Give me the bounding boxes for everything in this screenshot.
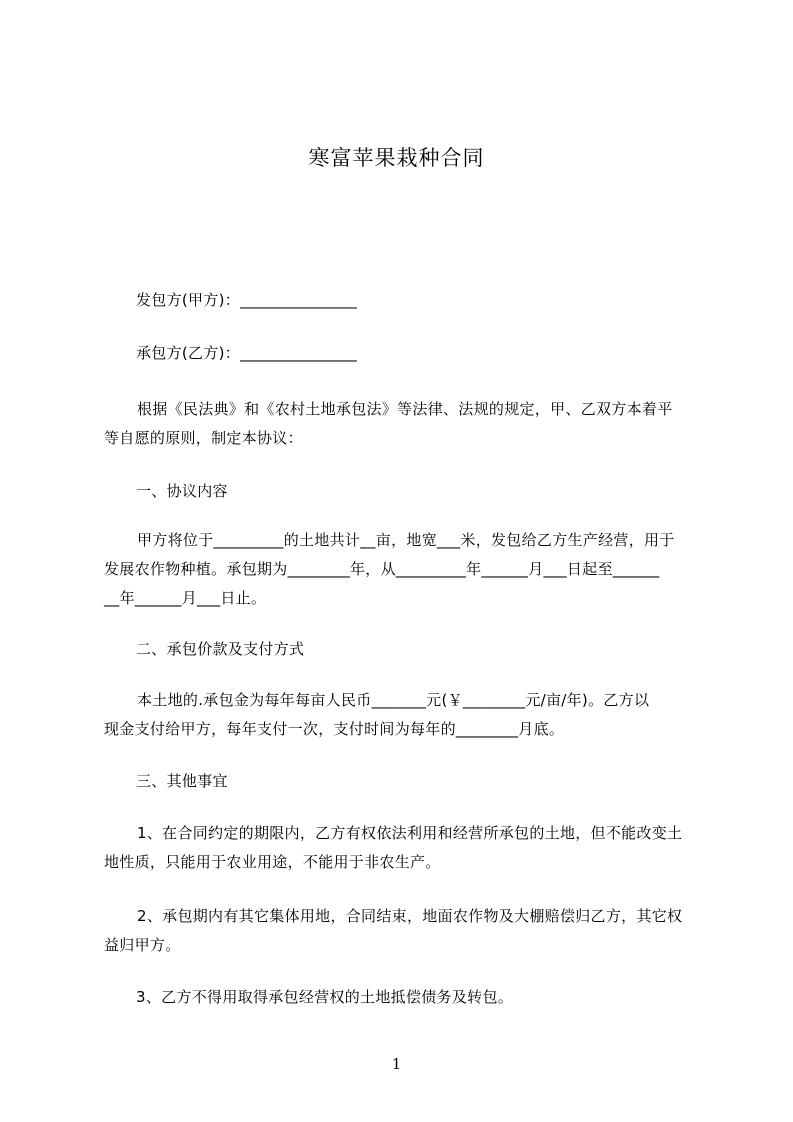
section-2-line-2: 现金支付给甲方，每年支付一次，支付时间为每年的________月底。 — [104, 720, 565, 738]
page-number: 1 — [391, 1055, 402, 1073]
section-2-paragraph — [104, 686, 704, 744]
preamble-paragraph — [104, 395, 704, 453]
item-1-line-2: 地性质，只能用于农业用途，不能用于非农生产。 — [104, 853, 441, 871]
section-2-heading: 二、承包价款及支付方式 — [136, 640, 305, 658]
preamble-line-1: 根据《民法典》和《农村土地承包法》等法律、法规的规定，甲、乙双方本着平 — [137, 400, 673, 418]
section-1-heading: 一、协议内容 — [136, 482, 228, 500]
party-b-line: 承包方(乙方)：_______________ — [136, 344, 358, 362]
section-1-paragraph — [104, 526, 704, 613]
section-3-heading: 三、其他事宜 — [136, 772, 228, 790]
document-title: 寒富苹果栽种合同 — [308, 146, 485, 170]
section-2-line-1: 本土地的.承包金为每年每亩人民币_______元(￥________元/亩/年)。乙方以 — [137, 691, 650, 709]
party-a-line: 发包方(甲方)：_______________ — [136, 291, 358, 309]
section-1-line-3: __年______月___日止。 — [104, 589, 267, 607]
item-3-paragraph: 3、乙方不得用取得承包经营权的土地抵偿债务及转包。 — [136, 988, 514, 1006]
item-2-line-2: 益归甲方。 — [104, 936, 181, 954]
section-1-line-1: 甲方将位于_________的土地共计__亩，地宽___米，发包给乙方生产经营，用于 — [137, 531, 675, 549]
item-2-line-1: 2、承包期内有其它集体用地，合同结束，地面农作物及大棚赔偿归乙方，其它权 — [137, 907, 683, 925]
item-2-paragraph — [104, 902, 704, 960]
preamble-line-2: 等自愿的原则，制定本协议： — [104, 429, 303, 447]
section-1-line-2: 发展农作物种植。承包期为________年，从_________年______月___日起至______ — [104, 560, 660, 578]
item-1-paragraph — [104, 819, 704, 877]
item-1-line-1: 1、在合同约定的期限内，乙方有权依法利用和经营所承包的土地，但不能改变土 — [137, 824, 683, 842]
